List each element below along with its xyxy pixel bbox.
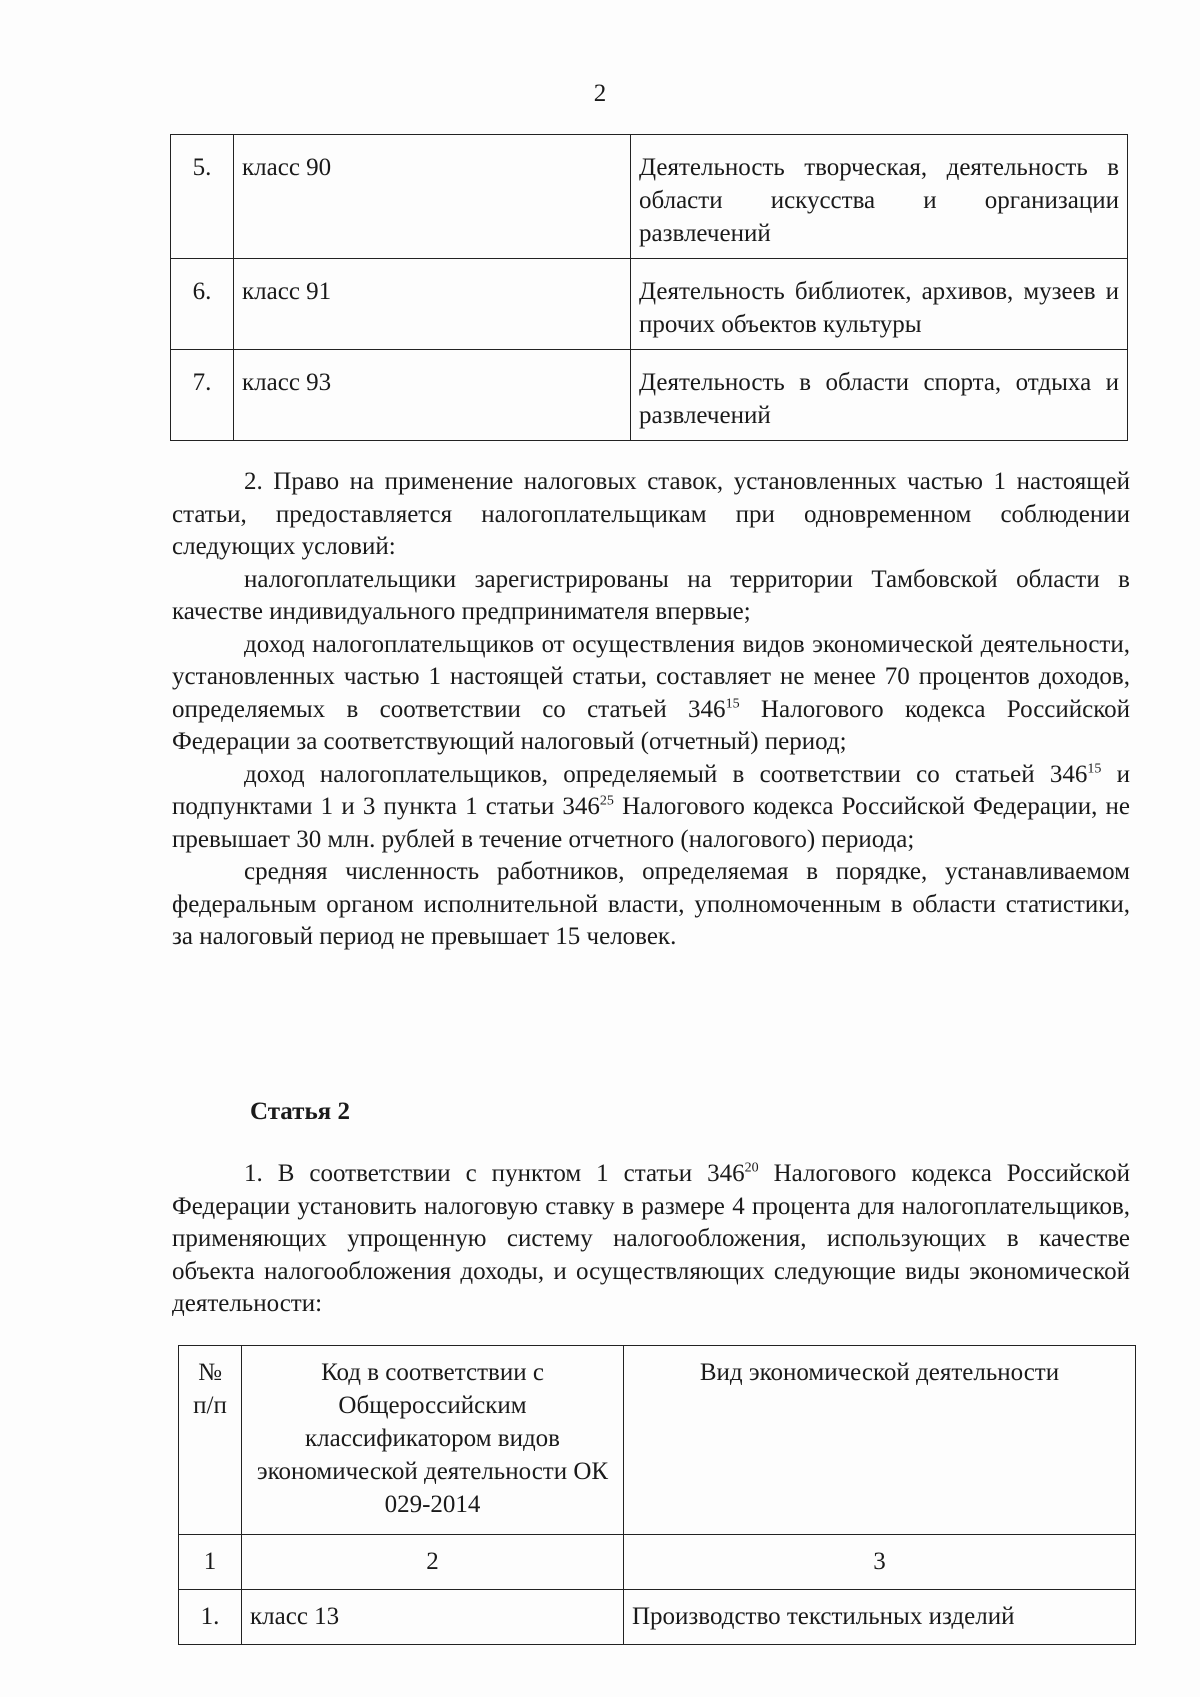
superscript: 15 [725, 696, 740, 712]
paragraph: средняя численность работников, определяемая в порядке, устанавливаемом федеральным органом исполнительной власти, уполномоченным в области статистики, за налоговый период не превышает 15 человек. [172, 858, 1130, 950]
column-index: 3 [624, 1535, 1136, 1590]
row-number: 1. [179, 1590, 242, 1645]
article2-part1 [172, 1158, 1130, 1321]
header-code: Код в соответствии с Общероссийским классификатором видов экономической деятельности ОК 029-2014 [242, 1346, 624, 1535]
header-number: № п/п [179, 1346, 242, 1535]
column-index-row [179, 1535, 1136, 1590]
superscript: 20 [744, 1160, 759, 1176]
row-number: 5. [171, 135, 234, 259]
table-row [171, 350, 1128, 441]
okved-code: класс 91 [234, 259, 631, 350]
column-index: 2 [242, 1535, 624, 1590]
row-number: 7. [171, 350, 234, 441]
column-index: 1 [179, 1535, 242, 1590]
paragraph: налогоплательщики зарегистрированы на территории Тамбовской области в качестве индивидуального предпринимателя впервые; [172, 565, 1130, 625]
row-number: 6. [171, 259, 234, 350]
superscript: 25 [599, 793, 614, 809]
activity-table [178, 1345, 1136, 1645]
paragraph: доход налогоплательщиков, определяемый в соответствии со статьей $346^{15}$ и подпунктами 1 и 3 пункта 1 статьи $346^{25}$ Налогового кодекса Российской Федерации, не превышает 30 млн. рублей в течение отчетного (налогового) периода; [172, 760, 1130, 853]
table-row [171, 259, 1128, 350]
table-row [179, 1590, 1136, 1645]
activity-description: Деятельность в области спорта, отдыха и развлечений [631, 350, 1128, 441]
superscript: 15 [1087, 761, 1102, 777]
paragraph: доход налогоплательщиков от осуществления видов экономической деятельности, установленных частью 1 настоящей статьи, составляет не менее 70 процентов доходов, определяемых в соответствии со статьей $346^{15}$ Налогового кодекса Российской Федерации за соответствующий налоговый (отчетный) период; [172, 630, 1130, 755]
activity-description: Производство текстильных изделий [624, 1590, 1136, 1645]
okved-code: класс 90 [234, 135, 631, 259]
header-activity: Вид экономической деятельности [624, 1346, 1136, 1535]
article-heading: Статья 2 [250, 1098, 350, 1125]
table-header-row [179, 1346, 1136, 1535]
paragraph: 2. Право на применение налоговых ставок, установленных частью 1 настоящей статьи, предоставляется налогоплательщикам при одновременном соблюдении следующих условий: [172, 468, 1130, 560]
okved-code: класс 13 [242, 1590, 624, 1645]
page-number: 2 [593, 80, 607, 107]
activity-description: Деятельность творческая, деятельность в области искусства и организации развлечений [631, 135, 1128, 259]
paragraph: 1. В соответствии с пунктом 1 статьи $346^{20}$ Налогового кодекса Российской Федерации установить налоговую ставку в размере 4 процента для налогоплательщиков, применяющих упрощенную систему налогообложения, использующих в качестве объекта налогообложения доходы, и осуществляющих следующие виды экономической деятельности: [172, 1160, 1130, 1317]
activity-table-continued [170, 134, 1128, 441]
table-row [171, 135, 1128, 259]
activity-description: Деятельность библиотек, архивов, музеев и прочих объектов культуры [631, 259, 1128, 350]
okved-code: класс 93 [234, 350, 631, 441]
article1-part2 [172, 466, 1130, 954]
